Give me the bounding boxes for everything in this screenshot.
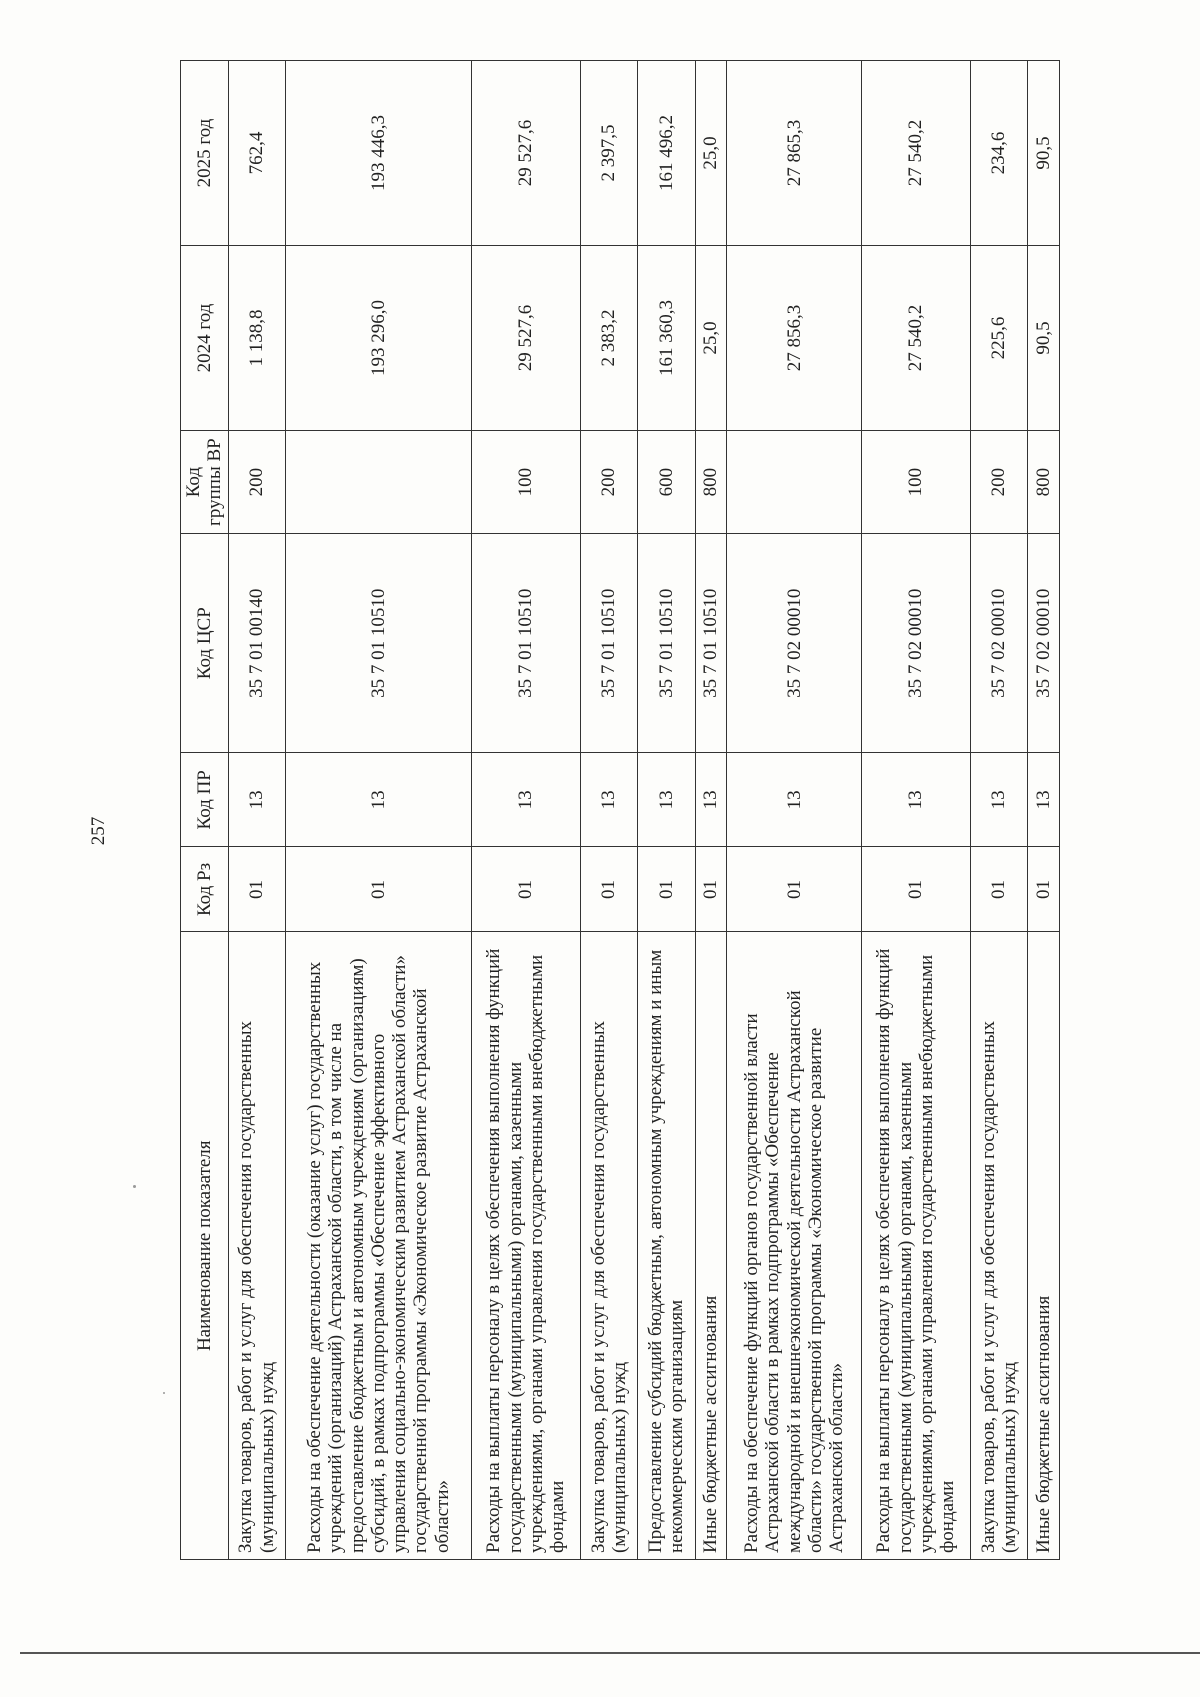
cell-y2025: 27 540,2 [861, 61, 970, 246]
header-vr: Код группы ВР [181, 430, 229, 533]
cell-csr: 35 7 01 10510 [695, 534, 727, 753]
cell-y2025: 762,4 [228, 61, 285, 246]
cell-name: Расходы на выплаты персоналу в целях обеспечения выполнения функций государственными (муниципальными) органами, казенными учреждениями, органами управления государственными внебюджетными фондами [861, 932, 970, 1560]
cell-csr: 35 7 01 00140 [228, 534, 285, 753]
cell-csr: 35 7 02 00010 [970, 534, 1027, 753]
header-csr: Код ЦСР [181, 534, 229, 753]
cell-rz: 01 [228, 847, 285, 932]
cell-pr: 13 [861, 753, 970, 847]
cell-csr: 35 7 01 10510 [638, 534, 695, 753]
cell-csr: 35 7 02 00010 [1028, 534, 1060, 753]
page-number: 257 [88, 816, 109, 846]
page-bottom-rule [20, 1652, 1200, 1654]
cell-vr: 100 [861, 430, 970, 533]
cell-y2025: 161 496,2 [638, 61, 695, 246]
cell-y2024: 27 856,3 [727, 246, 862, 431]
cell-pr: 13 [970, 753, 1027, 847]
cell-rz: 01 [861, 847, 970, 932]
cell-y2024: 2 383,2 [580, 246, 637, 431]
cell-vr: 200 [228, 430, 285, 533]
cell-vr: 100 [471, 430, 580, 533]
cell-y2024: 161 360,3 [638, 246, 695, 431]
cell-rz: 01 [727, 847, 862, 932]
cell-y2025: 90,5 [1028, 61, 1060, 246]
cell-rz: 01 [970, 847, 1027, 932]
header-2024: 2024 год [181, 246, 229, 431]
cell-csr: 35 7 01 10510 [580, 534, 637, 753]
cell-y2025: 234,6 [970, 61, 1027, 246]
table-header-row [181, 61, 229, 1560]
table-row [695, 61, 727, 1560]
cell-vr: 800 [1028, 430, 1060, 533]
cell-name: Закупка товаров, работ и услуг для обеспечения государственных (муниципальных) нужд [970, 932, 1027, 1560]
table-row [580, 61, 637, 1560]
cell-y2024: 90,5 [1028, 246, 1060, 431]
cell-name: Расходы на обеспечение деятельности (оказание услуг) государственных учреждений (организаций) Астраханской области, в том числе на предоставление бюджетным и автономным учреждениям (организациям) субсидий, в рамках подпрограммы «Обеспечение эффективного управления социально-экономическим развитием Астраханской области» государственной программы «Экономическое развитие Астраханской области» [285, 932, 471, 1560]
cell-csr: 35 7 02 00010 [727, 534, 862, 753]
cell-y2024: 25,0 [695, 246, 727, 431]
cell-vr: 600 [638, 430, 695, 533]
cell-y2024: 1 138,8 [228, 246, 285, 431]
cell-rz: 01 [285, 847, 471, 932]
cell-name: Расходы на выплаты персоналу в целях обеспечения выполнения функций государственными (муниципальными) органами, казенными учреждениями, органами управления государственными внебюджетными фондами [471, 932, 580, 1560]
cell-y2024: 29 527,6 [471, 246, 580, 431]
cell-pr: 13 [285, 753, 471, 847]
cell-name: Закупка товаров, работ и услуг для обеспечения государственных (муниципальных) нужд [580, 932, 637, 1560]
cell-y2025: 25,0 [695, 61, 727, 246]
cell-pr: 13 [471, 753, 580, 847]
budget-table [180, 60, 1060, 1560]
cell-pr: 13 [727, 753, 862, 847]
cell-pr: 13 [638, 753, 695, 847]
cell-rz: 01 [1028, 847, 1060, 932]
cell-y2025: 2 397,5 [580, 61, 637, 246]
table-row [638, 61, 695, 1560]
header-rz: Код Рз [181, 847, 229, 932]
cell-y2024: 193 296,0 [285, 246, 471, 431]
cell-name: Расходы на обеспечение функций органов государственной власти Астраханской области в рамках подпрограммы «Обеспечение международной и внешнеэкономической деятельности Астраханской области» государственной программы «Экономическое развитие Астраханской области» [727, 932, 862, 1560]
header-pr: Код ПР [181, 753, 229, 847]
cell-rz: 01 [471, 847, 580, 932]
table-row [861, 61, 970, 1560]
cell-y2024: 225,6 [970, 246, 1027, 431]
cell-y2025: 29 527,6 [471, 61, 580, 246]
scan-speck [133, 1185, 136, 1188]
table-row [228, 61, 285, 1560]
cell-vr [727, 430, 862, 533]
cell-csr: 35 7 01 10510 [471, 534, 580, 753]
cell-rz: 01 [695, 847, 727, 932]
cell-pr: 13 [228, 753, 285, 847]
scan-speck [163, 1392, 165, 1394]
table-row [285, 61, 471, 1560]
cell-y2024: 27 540,2 [861, 246, 970, 431]
cell-y2025: 27 865,3 [727, 61, 862, 246]
cell-vr: 200 [580, 430, 637, 533]
header-name: Наименование показателя [181, 932, 229, 1560]
cell-pr: 13 [580, 753, 637, 847]
table-row [471, 61, 580, 1560]
rotated-table-container [180, 60, 1060, 1560]
cell-name: Иные бюджетные ассигнования [1028, 932, 1060, 1560]
cell-y2025: 193 446,3 [285, 61, 471, 246]
cell-csr: 35 7 01 10510 [285, 534, 471, 753]
cell-rz: 01 [580, 847, 637, 932]
cell-vr: 800 [695, 430, 727, 533]
cell-vr: 200 [970, 430, 1027, 533]
cell-name: Закупка товаров, работ и услуг для обеспечения государственных (муниципальных) нужд [228, 932, 285, 1560]
cell-name: Предоставление субсидий бюджетным, автономным учреждениям и иным некоммерческим организациям [638, 932, 695, 1560]
table-row [970, 61, 1027, 1560]
cell-csr: 35 7 02 00010 [861, 534, 970, 753]
cell-rz: 01 [638, 847, 695, 932]
header-2025: 2025 год [181, 61, 229, 246]
cell-pr: 13 [695, 753, 727, 847]
table-row [727, 61, 862, 1560]
cell-name: Иные бюджетные ассигнования [695, 932, 727, 1560]
cell-pr: 13 [1028, 753, 1060, 847]
cell-vr [285, 430, 471, 533]
table-body [228, 61, 1059, 1560]
table-row [1028, 61, 1060, 1560]
